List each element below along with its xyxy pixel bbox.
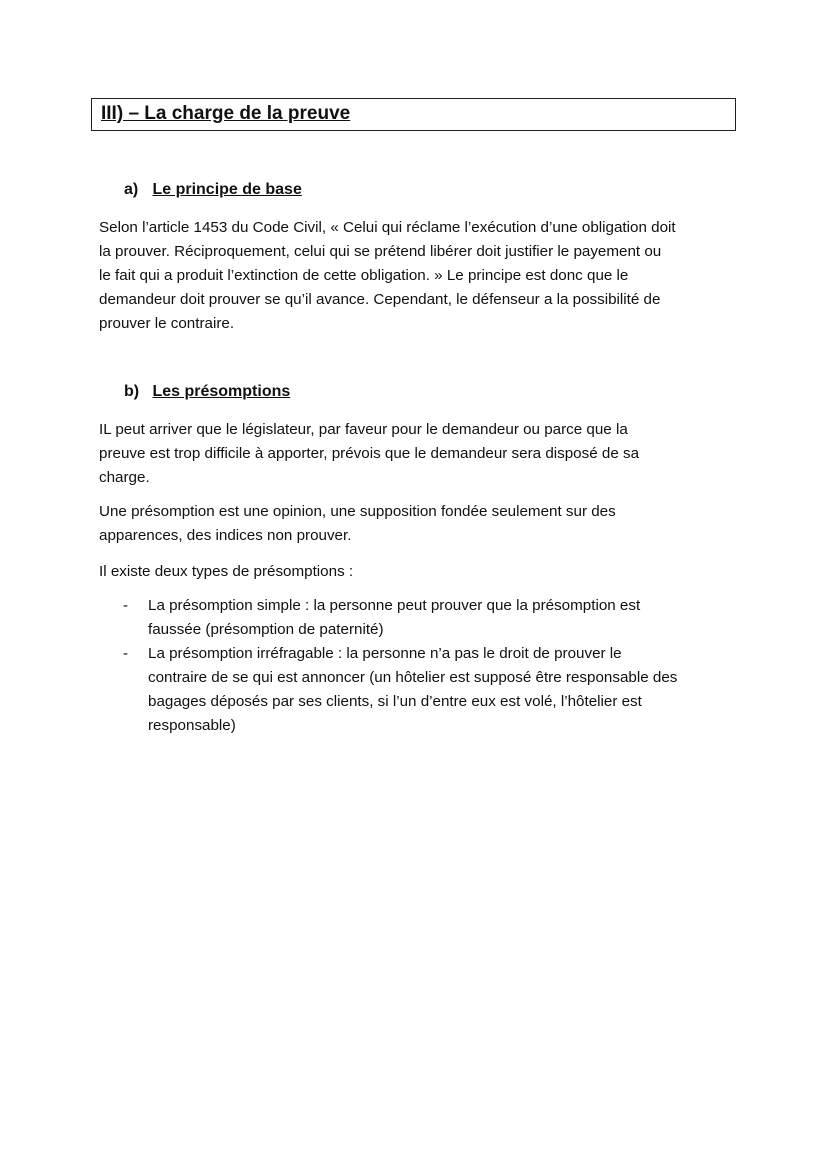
section-b-paragraph-1 xyxy=(99,418,739,490)
text-line: preuve est trop difficile à apporter, prévois que le demandeur sera disposé de sa xyxy=(99,445,640,463)
bullet-dash: - xyxy=(123,597,129,614)
text-line: responsable) xyxy=(148,717,236,735)
section-b-title: Les présomptions xyxy=(152,383,291,400)
bullet-dash: - xyxy=(123,645,129,662)
text-line: charge. xyxy=(99,469,150,487)
text-line: faussée (présomption de paternité) xyxy=(148,621,384,639)
text-line: La présomption irréfragable : la personne n’a pas le droit de prouver le xyxy=(148,645,622,662)
text-line: IL peut arriver que le législateur, par faveur pour le demandeur ou parce que la xyxy=(99,421,628,438)
section-a-label: a) xyxy=(124,181,139,198)
text-line: le fait qui a produit l’extinction de cette obligation. » Le principe est donc que le xyxy=(99,267,629,285)
text-line: prouver le contraire. xyxy=(99,315,235,333)
section-b-label: b) xyxy=(124,383,140,400)
text-line: la prouver. Réciproquement, celui qui se prétend libérer doit justifier le payement ou xyxy=(99,243,662,261)
text-line: apparences, des indices non prouver. xyxy=(99,527,352,545)
title-box xyxy=(91,98,736,131)
page-title: III) – La charge de la preuve xyxy=(101,103,351,124)
section-a-heading xyxy=(124,181,302,199)
section-a-title: Le principe de base xyxy=(152,181,302,198)
section-a-paragraph xyxy=(99,216,739,336)
text-line: La présomption simple : la personne peut prouver que la présomption est xyxy=(148,597,641,614)
section-b-heading xyxy=(124,383,290,401)
text-line: Il existe deux types de présomptions : xyxy=(99,563,354,580)
text-line: Selon l’article 1453 du Code Civil, « Celui qui réclame l’exécution d’une obligation doit xyxy=(99,219,676,236)
text-line: bagages déposés par ses clients, si l’un d’entre eux est volé, l’hôtelier est xyxy=(148,693,642,711)
text-line: contraire de se qui est annoncer (un hôtelier est supposé être responsable des xyxy=(148,669,678,687)
text-line: demandeur doit prouver se qu’il avance. Cependant, le défenseur a la possibilité de xyxy=(99,291,661,309)
text-line: Une présomption est une opinion, une supposition fondée seulement sur des xyxy=(99,503,616,520)
section-b-paragraph-2 xyxy=(99,500,739,548)
section-b-paragraph-3 xyxy=(99,560,739,584)
